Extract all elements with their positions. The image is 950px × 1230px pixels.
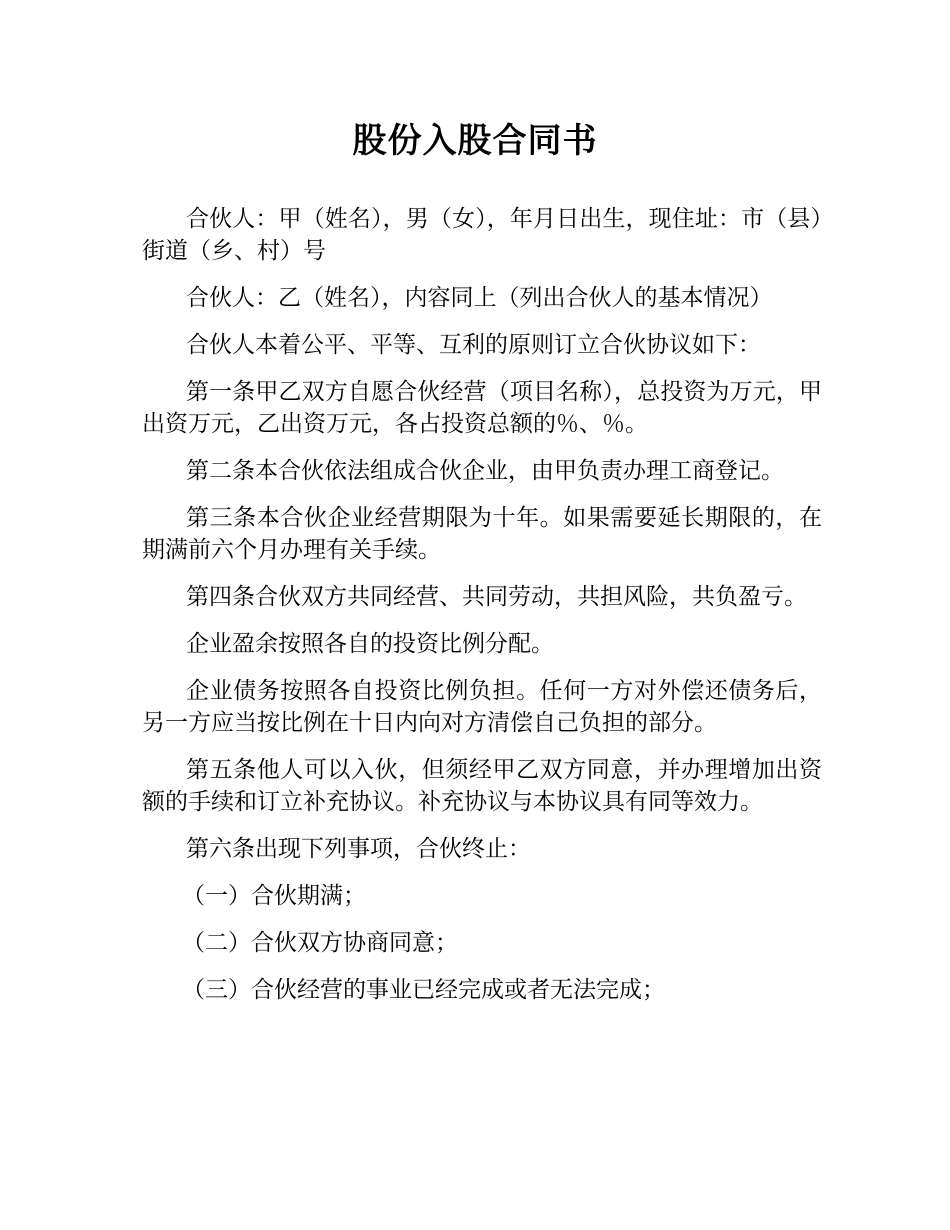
document-body xyxy=(142,203,822,1021)
paragraph-article-5: 第五条他人可以入伙，但须经甲乙双方同意，并办理增加出资额的手续和订立补充协议。补充协议与本协议具有同等效力。 xyxy=(142,757,822,815)
document-title: 股份入股合同书 xyxy=(352,121,598,161)
paragraph-article-2: 第二条本合伙依法组成合伙企业，由甲负责办理工商登记。 xyxy=(186,458,784,484)
paragraph-article-4: 第四条合伙双方共同经营、共同劳动，共担风险，共负盈亏。 xyxy=(186,584,807,610)
paragraph-profit-distribution: 企业盈余按照各自的投资比例分配。 xyxy=(186,631,554,657)
paragraph-preamble: 合伙人本着公平、平等、互利的原则订立合伙协议如下： xyxy=(186,332,761,358)
paragraph-article-6: 第六条出现下列事项，合伙终止： xyxy=(186,836,531,862)
paragraph-article-1: 第一条甲乙双方自愿合伙经营（项目名称），总投资为万元，甲出资万元，乙出资万元，各占投资总额的％、％。 xyxy=(142,379,822,437)
paragraph-partner-b: 合伙人：乙（姓名），内容同上（列出合伙人的基本情况） xyxy=(186,285,773,311)
list-item-business-completed: （三）合伙经营的事业已经完成或者无法完成； xyxy=(182,977,665,1003)
paragraph-article-3: 第三条本合伙企业经营期限为十年。如果需要延长期限的，在期满前六个月办理有关手续。 xyxy=(142,505,822,563)
paragraph-partner-a: 合伙人：甲（姓名），男（女），年月日出生，现住址：市（县）街道（乡、村）号 xyxy=(142,206,822,264)
paragraph-debt-liability: 企业债务按照各自投资比例负担。任何一方对外偿还债务后，另一方应当按比例在十日内向对方清偿自己负担的部分。 xyxy=(142,678,822,736)
list-item-term-expiry: （一）合伙期满； xyxy=(182,883,366,909)
list-item-mutual-agreement: （二）合伙双方协商同意； xyxy=(182,930,458,956)
